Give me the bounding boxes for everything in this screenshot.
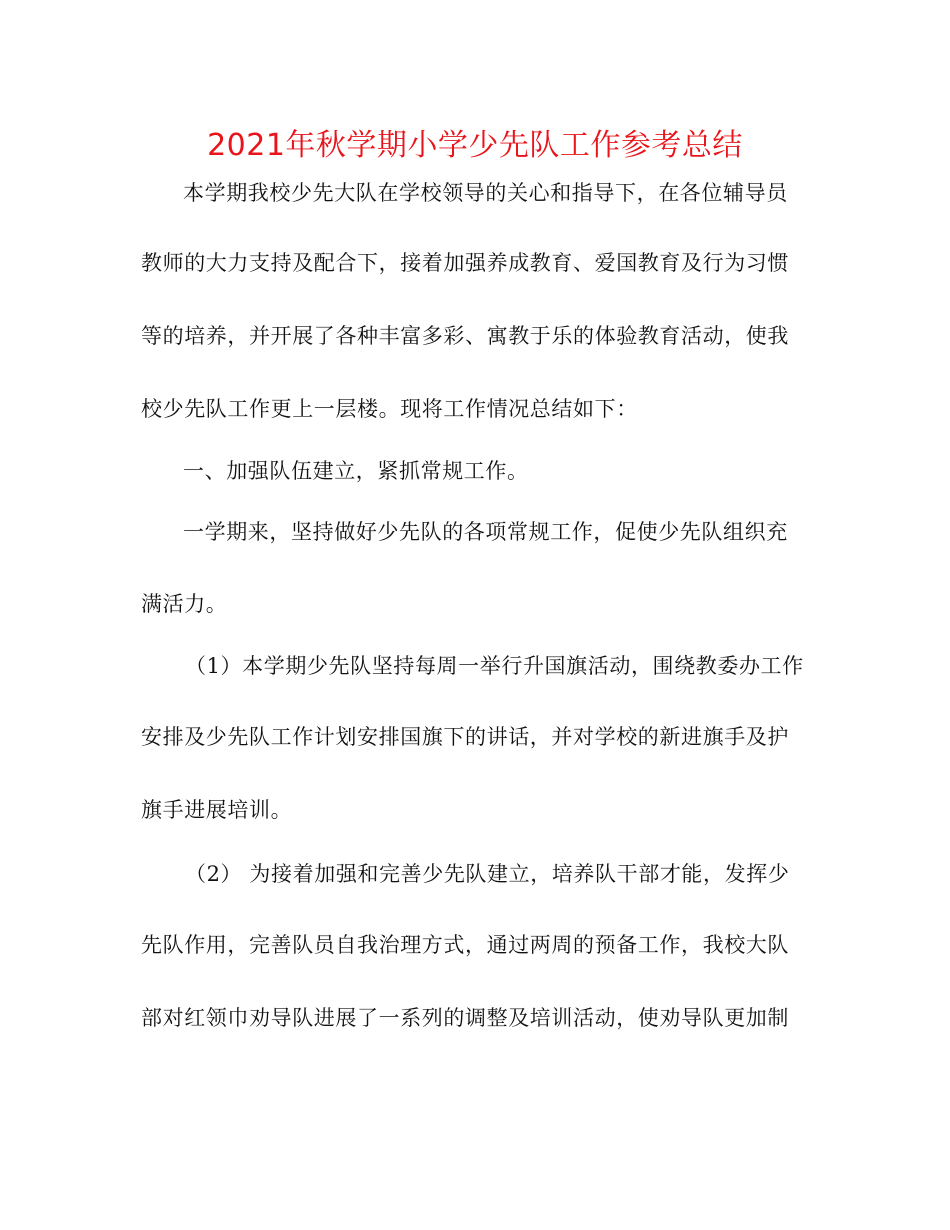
paragraph-line-4: 校少先队工作更上一层楼。现将工作情况总结如下： [141,397,638,421]
list-item-2-line-2: 先队作用，完善队员自我治理方式，通过两周的预备工作，我校大队 [141,933,789,957]
paragraph-line-2: 教师的大力支持及配合下，接着加强养成教育、爱国教育及行为习惯 [141,251,789,275]
list-item-1-line-3: 旗手进展培训。 [141,798,293,822]
list-item-1-line-2: 安排及少先队工作计划安排国旗下的讲话，并对学校的新进旗手及护 [141,725,789,749]
paragraph-line-3: 等的培养，并开展了各种丰富多彩、寓教于乐的体验教育活动，使我 [141,324,789,348]
paragraph-line-5: 一学期来，坚持做好少先队的各项常规工作，促使少先队组织充 [183,520,788,544]
list-item-2-line-1: （2） 为接着加强和完善少先队建立，培养队干部才能，发挥少 [185,862,790,886]
paragraph-line-1: 本学期我校少先大队在学校领导的关心和指导下，在各位辅导员 [183,181,788,205]
list-item-1-line-1: （1）本学期少先队坚持每周一举行升国旗活动，围绕教委办工作 [185,654,804,678]
document-title: 2021年秋学期小学少先队工作参考总结 [207,128,743,163]
section-heading-1: 一、加强队伍建立，紧抓常规工作。 [183,459,529,483]
paragraph-line-6: 满活力。 [141,592,228,616]
list-item-2-line-3: 部对红领巾劝导队进展了一系列的调整及培训活动，使劝导队更加制 [141,1006,789,1030]
